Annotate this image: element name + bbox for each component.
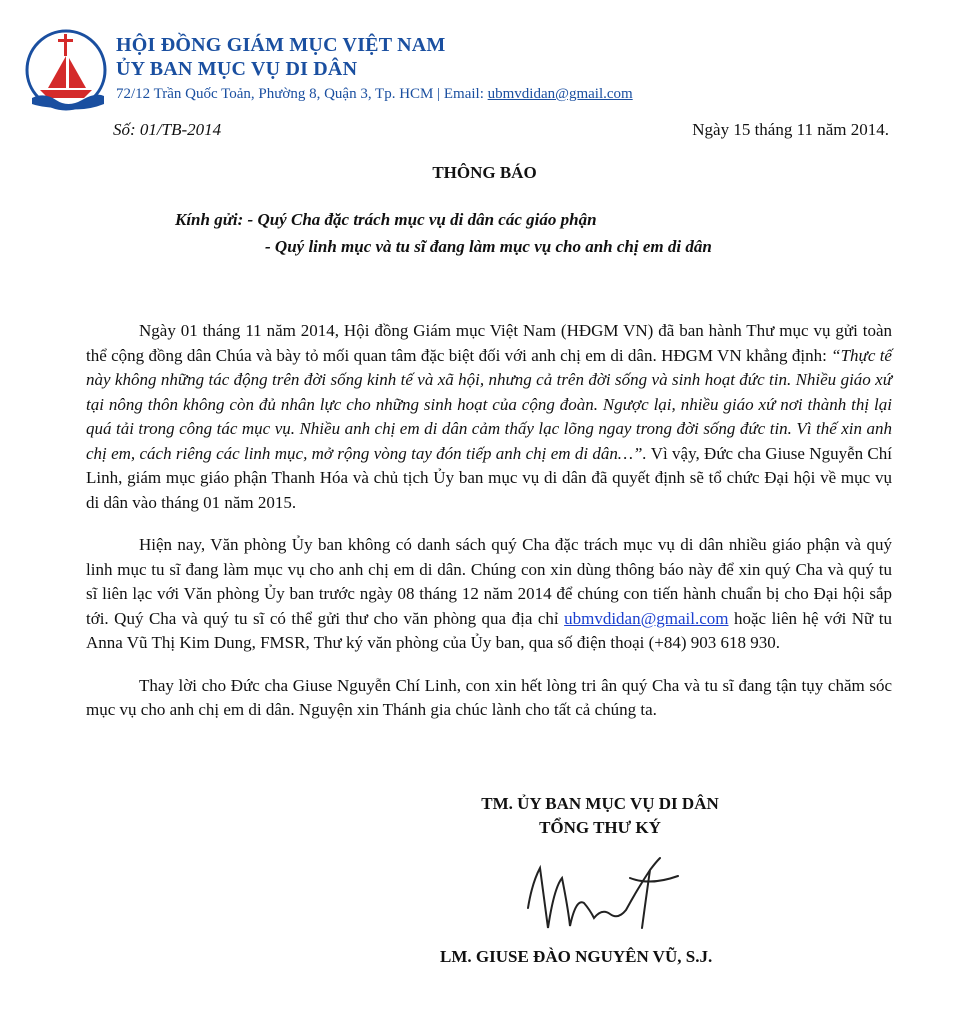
body-email-link[interactable]: ubmvdidan@gmail.com [564, 608, 729, 628]
p1-intro: Ngày 01 tháng 11 năm 2014, Hội đồng Giám mục Việt Nam (HĐGM VN) đã ban hành Thư mục vụ gửi toàn thể cộng đồng dân Chúa và bày tỏ mối quan tâm đặc biệt đối với anh chị em di dân. HĐGM VN khẳng định: [86, 321, 892, 365]
handwritten-signature-icon [510, 848, 710, 938]
paragraph-2 [86, 533, 892, 656]
signature-title: TỔNG THƯ KÝ [539, 818, 661, 837]
paragraph-1 [86, 319, 892, 515]
document-date: Ngày 15 tháng 11 năm 2014. [692, 120, 889, 139]
p1-quote: “Thực tế này không những tác động trên đời sống kinh tế và xã hội, nhưng cả trên đời sống và sinh hoạt đức tin. Nhiều giáo xứ tại nông thôn không còn đủ nhân lực cho những sinh hoạt của cộng đoàn. Ngược lại, nhiều giáo xứ nơi thành thị lại quá tải trong công tác mục vụ. Nhiều anh chị em di dân cảm thấy lạc lõng ngay trong đời sống đức tin. Vì thế xin anh chị em, cách riêng các linh mục, mở rộng vòng tay đón tiếp anh chị em di dân…”. [86, 345, 892, 463]
p1-outro: Vì vậy, Đức cha Giuse Nguyễn Chí Linh, giám mục giáo phận Thanh Hóa và chủ tịch Ủy ban mục vụ di dân đã quyết định sẽ tổ chức Đại hội về mục vụ di dân vào tháng 01 năm 2015. [86, 443, 892, 512]
document-title: THÔNG BÁO [432, 163, 537, 182]
recipient-line-2: - Quý linh mục và tu sĩ đang làm mục vụ cho anh chị em di dân [265, 237, 712, 256]
recipients-block [175, 206, 712, 260]
org-address [116, 84, 756, 104]
org-name-primary: HỘI ĐỒNG GIÁM MỤC VIỆT NAM [116, 34, 446, 56]
letterhead [116, 33, 756, 104]
org-name-secondary: ỦY BAN MỤC VỤ DI DÂN [116, 58, 358, 80]
paragraph-3: Thay lời cho Đức cha Giuse Nguyễn Chí Linh, con xin hết lòng tri ân quý Cha và tu sĩ đang tận tụy chăm sóc mục vụ cho anh chị em di dân. Nguyện xin Thánh gia chúc lành cho tất cả chúng ta. [86, 675, 892, 719]
address-text: 72/12 Trần Quốc Toản, Phường 8, Quận 3, Tp. HCM | Email: [116, 86, 488, 102]
signature-org: TM. ỦY BAN MỤC VỤ DI DÂN [481, 794, 719, 813]
p2-start: Hiện nay, Văn phòng Ủy ban không có danh sách quý Cha đặc trách mục vụ di dân nhiều giáo phận và quý linh mục tu sĩ đang làm mục vụ cho anh chị em di dân. Chúng con xin dùng thông báo này để xin quý Cha và quý tu sĩ liên lạc với Văn phòng Ủy ban trước ngày 08 tháng 12 năm 2014 để chúng con tiến hành chuẩn bị cho Đại hội sắp tới. Quý Cha và quý tu sĩ có thể gửi thư cho văn phòng qua địa chỉ [86, 535, 892, 628]
p2-end: hoặc liên hệ với Nữ tu Anna Vũ Thị Kim Dung, FMSR, Thư ký văn phòng của Ủy ban, qua số điện thoại (+84) 903 618 930. [86, 608, 892, 652]
signature-block [420, 792, 780, 840]
signer-name: LM. GIUSE ĐÀO NGUYÊN VŨ, S.J. [440, 947, 713, 966]
recipient-line-1: Kính gửi: - Quý Cha đặc trách mục vụ di dân các giáo phận [175, 210, 597, 229]
cross-boat-logo-icon [24, 28, 108, 112]
header-email-link[interactable]: ubmvdidan@gmail.com [487, 86, 633, 102]
letter-body [86, 319, 892, 741]
document-reference: Số: 01/TB-2014 [113, 120, 222, 139]
